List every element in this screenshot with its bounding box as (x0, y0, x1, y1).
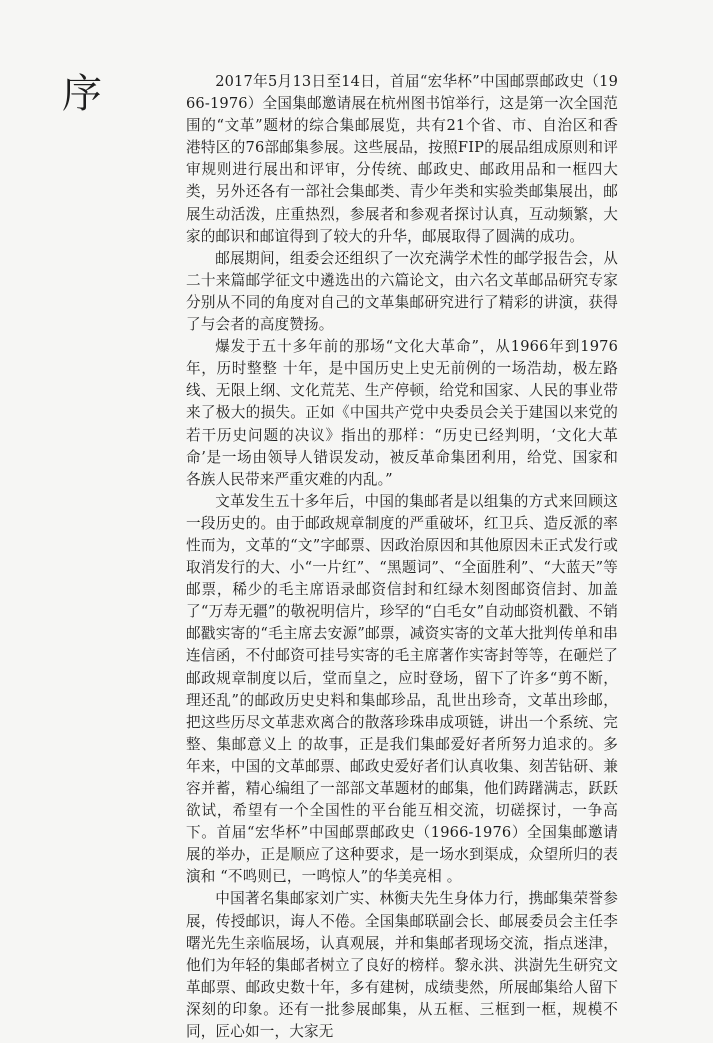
paragraph: 邮展期间，组委会还组织了一次充满学术性的邮学报告会，从二十来篇邮学征文中遴选出的六篇论文，由六名文革邮品研究专家分别从不同的角度对自己的文革集邮研究进行了精彩的讲演，获得了与会者的高度赞扬。 (186, 249, 618, 334)
paragraph: 文革发生五十多年后，中国的集邮者是以组集的方式来回顾这一段历史的。由于邮政规章制度的严重破坏，红卫兵、造反派的率性而为，文革的“文”字邮票、因政治原因和其他原因未正式发行或取消发行的大、小“一片红”、“黑题词”、“全面胜利”、“大蓝天”等邮票，稀少的毛主席语录邮资信封和红绿木刻图邮资信封、加盖了“万寿无疆”的敬祝明信片，珍罕的“白毛女”自动邮资机戳、不销邮戳实寄的“毛主席去安源”邮票，减资实寄的文革大批判传单和串连信函，不付邮资可挂号实寄的毛主席著作实寄封等等，在砸烂了邮政规章制度以后，堂而皇之，应时登场，留下了许多“剪不断，理还乱”的邮政历史史料和集邮珍品，乱世出珍奇，文革出珍邮，把这些历尽文革悲欢离合的散落珍珠串成项链，讲出一个系统、完整、集邮意义上 的故事，正是我们集邮爱好者所努力追求的。多年来，中国的文革邮票、邮政史爱好者们认真收集、刻苦钻研、兼容并蓄，精心编组了一部部文革题材的邮集，他们踌躇满志，跃跃欲试，希望有一个全国性的平台能互相交流，切磋探讨，一争高下。首届“宏华杯”中国邮票邮政史（1966-1976）全国集邮邀请展的举办，正是顺应了这种要求，是一场水到渠成，众望所归的表演和 “不鸣则已，一鸣惊人”的华美亮相 。 (186, 492, 618, 886)
paragraph: 爆发于五十多年前的那场“文化大革命”，从1966年到1976年，历时整整 十年，是中国历史上史无前例的一场浩劫，极左路线、无限上纲、文化荒芜、生产停顿，给党和国家、人民的事业带来了极大的损失。正如《中国共产党中央委员会关于建国以来党的若干历史问题的决议》指出的那样：“历史已经判明，‘文化大革命’是一场由领导人错误发动，被反革命集团利用，给党、国家和各族人民带来严重灾难的内乱。” (186, 338, 618, 488)
paragraph: 2017年5月13日至14日，首届“宏华杯”中国邮票邮政史（1966-1976）全国集邮邀请展在杭州图书馆举行，这是第一次全国范围的“文革”题材的综合集邮展览，共有21个省、市、自治区和香港特区的76部邮集参展。这些展品，按照FIP的展品组成原则和评审规则进行展出和评审，分传统、邮政史、邮政用品和一框四大类，另外还各有一部社会集邮类、青少年类和实验类邮集展出，邮展生动活泼，庄重热烈，参展者和参观者探讨认真，互动频繁，大家的邮识和邮谊得到了较大的升华，邮展取得了圆满的成功。 (186, 73, 618, 245)
preface-body (186, 71, 618, 1043)
page-title: 序 (62, 71, 102, 117)
paragraph: 中国著名集邮家刘广实、林衡夫先生身体力行，携邮集荣誉参展，传授邮识，诲人不倦。全国集邮联副会长、邮展委员会主任李曙光先生亲临展场，认真观展，并和集邮者现场交流，指点迷津，他们为年轻的集邮者树立了良好的榜样。黎永洪、洪澍先生研究文革邮票、邮政史数十年，多有建树，成绩斐然，所展邮集给人留下深刻的印象。还有一批参展邮集，从五框、三框到一框，规模不同，匠心如一，大家无 (186, 890, 618, 1041)
